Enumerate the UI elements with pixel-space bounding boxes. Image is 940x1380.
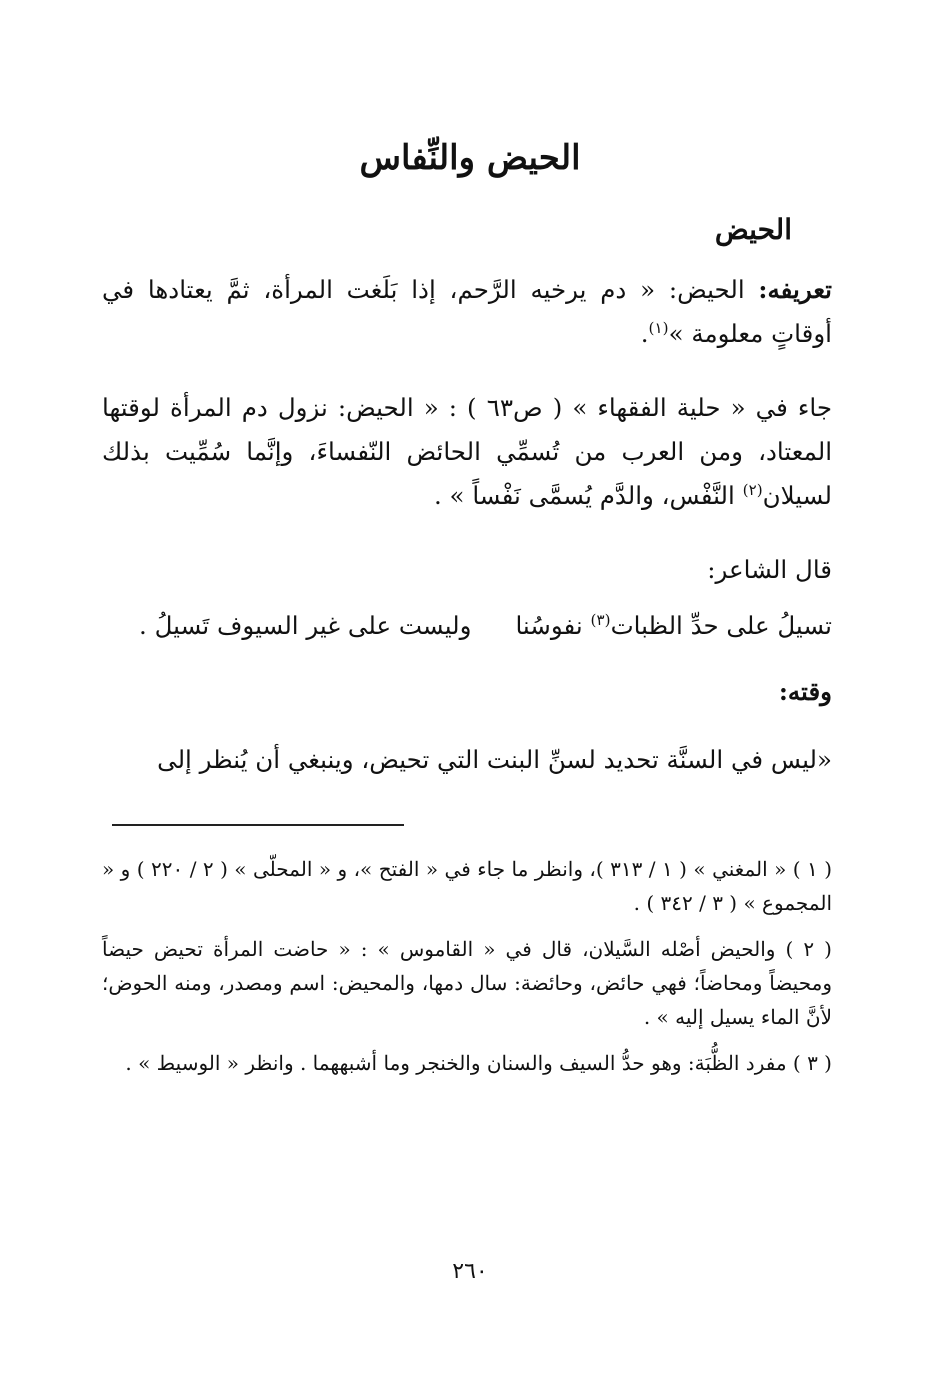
footnote-3: ( ٣ ) مفرد الظُّبَة: وهو حدُّ السيف والسنان والخنجر وما أشبههما . وانظر « الوسيط » .	[125, 1051, 832, 1075]
timing-paragraph	[102, 738, 832, 782]
poet-intro-text: قال الشاعر:	[707, 555, 832, 584]
poet-intro	[102, 548, 832, 592]
verse-hemistich-2: وليست على غير السيوف تَسيلُ .	[139, 611, 472, 640]
definition-text: الحيض: « دم يرخيه الرَّحم، إذا بَلَغت المرأة، ثمَّ يعتادها في أوقاتٍ معلومة »	[102, 275, 832, 348]
timing-heading: وقته:	[778, 677, 832, 706]
quote-text: جاء في « حلية الفقهاء » ( ص٦٣ ) : « الحيض: نزول دم المرأة لوقتها المعتاد، ومن العرب من تُسمِّي الحائض النّفساءَ، وإنَّما سُمِّيت بذلك لسيلان	[102, 393, 832, 510]
verse-h1-start: تسيلُ على حدِّ الظبات	[610, 611, 832, 640]
quote-end: النَّفْس، والدَّم يُسمَّى نَفْساً » .	[433, 481, 735, 510]
footnote-ref-3[interactable]: (٣)	[590, 610, 611, 629]
page-title: الحيض والنِّفاس	[359, 138, 581, 178]
timing-heading-block	[102, 670, 832, 714]
definition-end: .	[640, 319, 649, 348]
definition-paragraph	[102, 268, 832, 356]
timing-text: «ليس في السنَّة تحديد لسنِّ البنت التي تحيض، وينبغي أن يُنظر إلى	[157, 745, 832, 774]
footnote-2: ( ٢ ) والحيض أصْله السَّيلان، قال في « القاموس » : « حاضت المرأة تحيض حيضاً ومحيضاً ومحاضاً؛ فهي حائض، وحائضة: سال دمها، والمحيض: اسم ومصدر، ومنه الحوض؛ لأنَّ الماء يسيل إليه » .	[102, 937, 832, 1029]
footnote-ref-1[interactable]: (١)	[648, 318, 669, 337]
definition-label: تعريفه:	[758, 275, 832, 304]
section-heading: الحيض	[714, 213, 792, 246]
verse	[102, 604, 832, 648]
verse-hemistich-1	[515, 604, 832, 648]
footnote-1: ( ١ ) « المغني » ( ١ / ٣١٣ )، وانظر ما جاء في « الفتح »، و « المحلّى » ( ٢ / ٢٢٠ ) و « المجموع » ( ٣ / ٣٤٢ ) .	[102, 857, 833, 915]
verse-h1-end: نفوسُنا	[515, 611, 583, 640]
footnote-ref-2[interactable]: (٢)	[742, 480, 763, 499]
quote-paragraph	[102, 386, 832, 518]
footnotes	[102, 852, 832, 1092]
page-number: ٢٦٠	[452, 1259, 488, 1284]
footnote-divider	[112, 824, 404, 826]
